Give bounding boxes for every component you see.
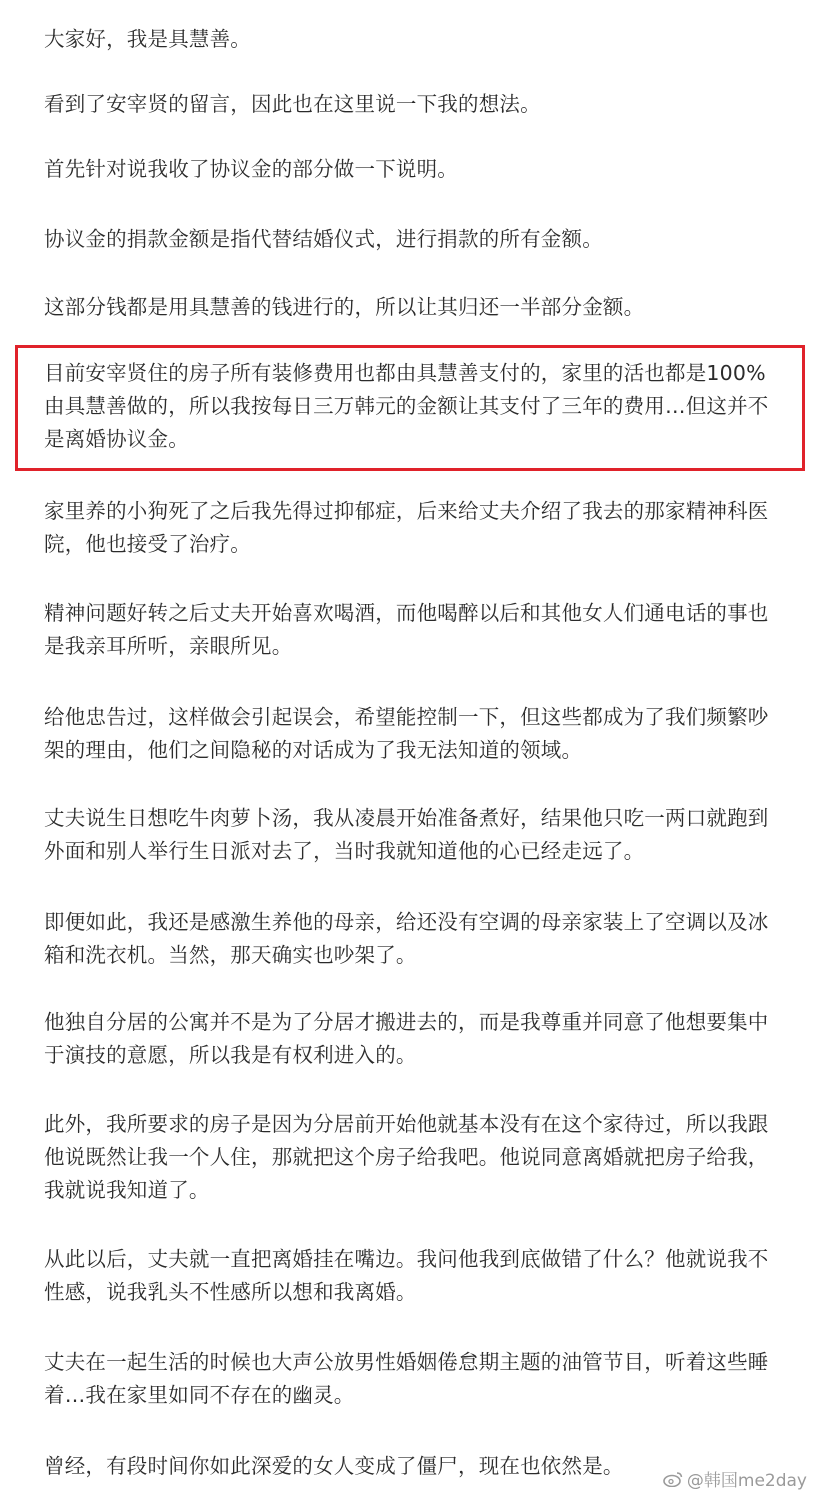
watermark xyxy=(663,1466,807,1491)
paragraph-8: 精神问题好转之后丈夫开始喜欢喝酒，而他喝醉以后和其他女人们通电话的事也是我亲耳所听，亲眼所见。 xyxy=(44,601,769,658)
paragraph-16: 曾经，有段时间你如此深爱的女人变成了僵尸，现在也依然是。 xyxy=(44,1454,624,1478)
paragraph-14: 从此以后，丈夫就一直把离婚挂在嘴边。我问他我到底做错了什么？他就说我不性感，说我乳头不性感所以想和我离婚。 xyxy=(44,1247,769,1304)
paragraph-6-highlighted: 目前安宰贤住的房子所有装修费用也都由具慧善支付的，家里的活也都是100%由具慧善做的，所以我按每日三万韩元的金额让其支付了三年的费用…但这并不是离婚协议金。 xyxy=(44,361,769,451)
paragraph-10: 丈夫说生日想吃牛肉萝卜汤，我从凌晨开始准备煮好，结果他只吃一两口就跑到外面和别人举行生日派对去了，当时我就知道他的心已经走远了。 xyxy=(44,806,769,863)
paragraph-1: 大家好，我是具慧善。 xyxy=(44,27,251,51)
paragraph-13: 此外，我所要求的房子是因为分居前开始他就基本没有在这个家待过，所以我跟他说既然让我一个人住，那就把这个房子给我吧。他说同意离婚就把房子给我，我就说我知道了。 xyxy=(44,1112,769,1202)
paragraph-3: 首先针对说我收了协议金的部分做一下说明。 xyxy=(44,157,458,181)
watermark-text: @韩国me2day xyxy=(686,1471,807,1491)
weibo-icon xyxy=(663,1471,683,1487)
paragraph-11: 即便如此，我还是感激生养他的母亲，给还没有空调的母亲家装上了空调以及冰箱和洗衣机。当然，那天确实也吵架了。 xyxy=(44,910,769,967)
paragraph-7: 家里养的小狗死了之后我先得过抑郁症，后来给丈夫介绍了我去的那家精神科医院，他也接受了治疗。 xyxy=(44,499,769,556)
paragraph-2: 看到了安宰贤的留言，因此也在这里说一下我的想法。 xyxy=(44,92,541,116)
paragraph-9: 给他忠告过，这样做会引起误会，希望能控制一下，但这些都成为了我们频繁吵架的理由，他们之间隐秘的对话成为了我无法知道的领域。 xyxy=(44,705,769,762)
paragraph-15: 丈夫在一起生活的时候也大声公放男性婚姻倦怠期主题的油管节目，听着这些睡着…我在家里如同不存在的幽灵。 xyxy=(44,1350,769,1407)
paragraph-5: 这部分钱都是用具慧善的钱进行的，所以让其归还一半部分金额。 xyxy=(44,295,645,319)
paragraph-4: 协议金的捐款金额是指代替结婚仪式，进行捐款的所有金额。 xyxy=(44,227,603,251)
paragraph-12: 他独自分居的公寓并不是为了分居才搬进去的，而是我尊重并同意了他想要集中于演技的意愿，所以我是有权利进入的。 xyxy=(44,1010,769,1067)
